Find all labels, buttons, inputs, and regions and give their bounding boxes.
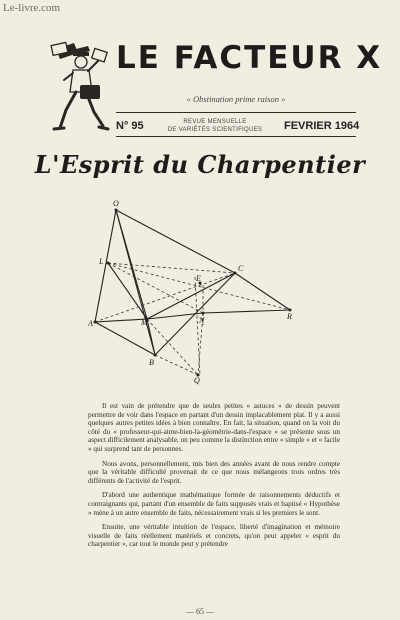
figure-label-o: O bbox=[113, 199, 119, 208]
revue-line-1: REVUE MENSUELLE bbox=[183, 119, 247, 125]
figure-label-l: L bbox=[99, 257, 104, 266]
figure-label-c: C bbox=[238, 264, 244, 273]
geometry-figure bbox=[80, 195, 310, 385]
paragraph-2: Nous avons, personnellement, mis bien des années avant de nous rendre compte que la véritable difficulté provenait de ce que nous mélangeons trois ordres très différents de l'activité de l'esprit. bbox=[88, 459, 340, 485]
article-title: L'Esprit du Charpentier bbox=[34, 150, 366, 179]
masthead-rule-top bbox=[116, 112, 356, 113]
figure-label-q: Q bbox=[194, 376, 200, 385]
paragraph-4: Ensuite, une véritable intuition de l'espace, liberté d'imagination et mémoire visuelle de faits réellement matériels et concrets, qu'on peut appeler « esprit du charpentier », car tout le monde peut y prétendre bbox=[88, 523, 340, 549]
figure-label-e: E bbox=[196, 274, 201, 283]
paragraph-3: D'abord une authentique mathématique formée de raisonnements déductifs et contraignants qui, partant d'un ensemble de faits supposés vrais et baptisé « Hypothèse » mène à un autre ensemble de faits, nécessairement vrais si les premiers le sont. bbox=[88, 491, 340, 517]
page-number: — 65 — bbox=[186, 607, 214, 616]
article-body bbox=[88, 402, 340, 555]
figure-label-m: M bbox=[141, 318, 148, 327]
issue-date: FEVRIER 1964 bbox=[284, 120, 360, 132]
figure-label-n: N bbox=[199, 316, 205, 325]
revue-subtitle bbox=[156, 118, 274, 134]
watermark: Le-livre.com bbox=[3, 2, 61, 14]
paragraph-1: Il est vain de prétendre que de seules petites « astuces » de dessin peuvent permettre de voir dans l'espace en partant d'un dessin implacablement plat. Il y a aussi quelques autres petites idées à bien connaître. En fait, la situation, quand on la voit du côté du « professeur-qui-aime-bien-la-géométrie-dans-l'espace » se présente sous un aspect difficilement analysable, un peu comme la distinction entre « simple » et « facile » qui surprend tant de personnes. bbox=[88, 402, 340, 453]
revue-line-2: DE VARIÉTÉS SCIENTIFIQUES bbox=[167, 127, 263, 133]
figure-label-a: A bbox=[88, 319, 93, 328]
magazine-motto: « Obstination prime raison » bbox=[186, 94, 286, 104]
postman-mascot-icon bbox=[48, 40, 110, 135]
issue-number: N° 95 bbox=[116, 120, 144, 132]
masthead-rule-bottom bbox=[116, 136, 356, 137]
figure-label-b: B bbox=[149, 358, 154, 367]
figure-label-r: R bbox=[287, 312, 292, 321]
magazine-title: LE FACTEUR X bbox=[116, 40, 383, 76]
